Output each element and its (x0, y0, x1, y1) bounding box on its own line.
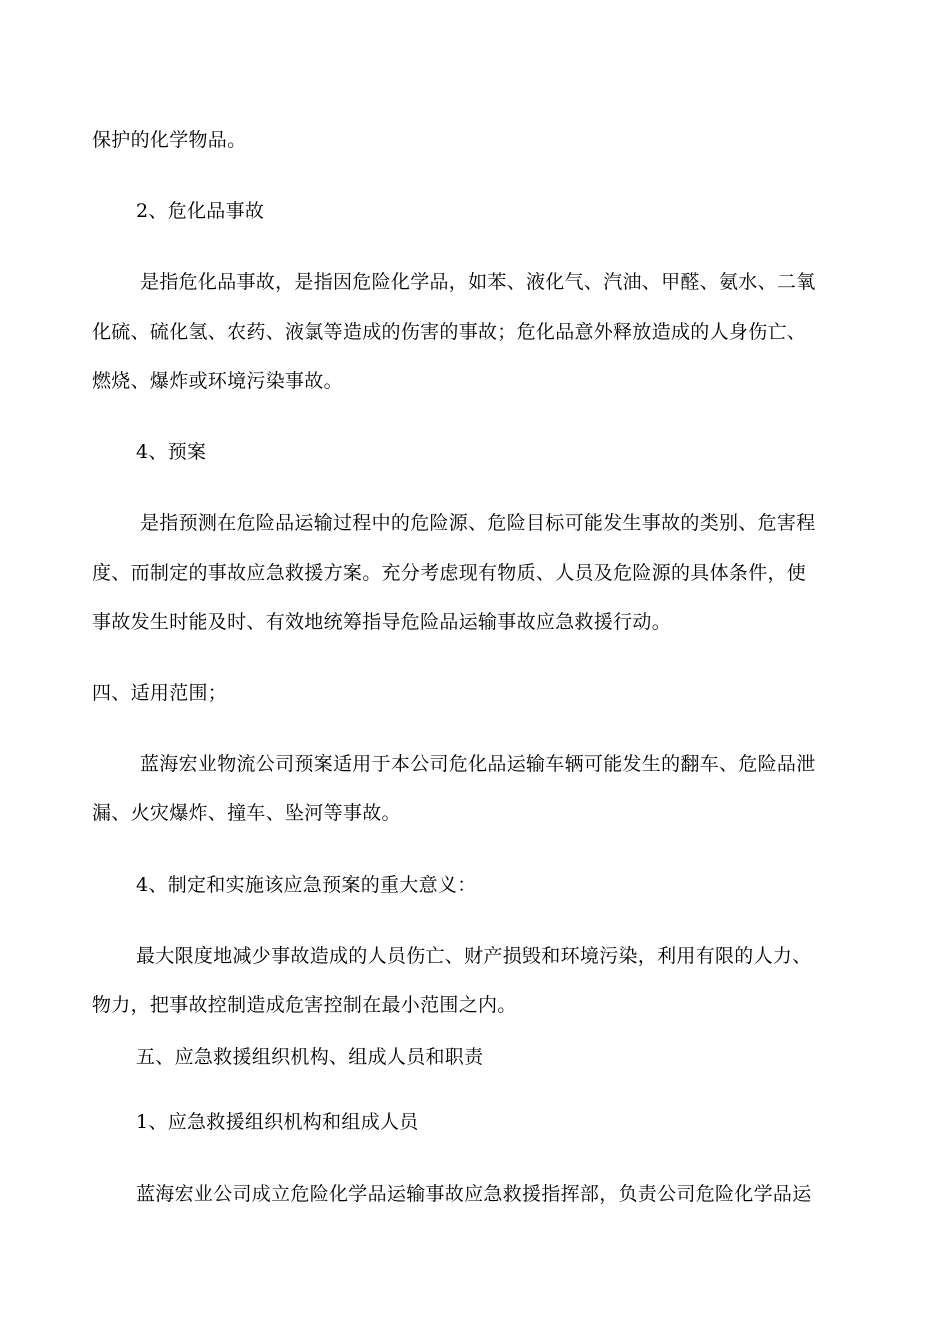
paragraph-line: 最大限度地减少事故造成的人员伤亡、财产损毁和环境污染，利用有限的人力、 (136, 945, 812, 967)
section-heading: 4、预案 (136, 441, 207, 463)
paragraph-line: 燃烧、爆炸或环境污染事故。 (92, 370, 343, 392)
section-heading: 2、危化品事故 (136, 200, 265, 222)
paragraph-line: 蓝海宏业公司成立危险化学品运输事故应急救援指挥部，负责公司危险化学品运 (136, 1183, 812, 1205)
paragraph-line: 保护的化学物品。 (92, 129, 247, 151)
paragraph-line: 物力，把事故控制造成危害控制在最小范围之内。 (92, 994, 517, 1016)
paragraph-line: 化硫、硫化氢、农药、液氯等造成的伤害的事故；危化品意外释放造成的人身伤亡、 (92, 321, 807, 343)
paragraph-line: 漏、火灾爆炸、撞车、坠河等事故。 (92, 802, 401, 824)
paragraph-line: 度、而制定的事故应急救援方案。充分考虑现有物质、人员及危险源的具体条件，使 (92, 562, 807, 584)
section-heading: 1、应急救援组织机构和组成人员 (136, 1111, 419, 1133)
paragraph-line: 事故发生时能及时、有效地统筹指导危险品运输事故应急救援行动。 (92, 611, 672, 633)
paragraph-line: 蓝海宏业物流公司预案适用于本公司危化品运输车辆可能发生的翻车、危险品泄 (140, 753, 816, 775)
section-heading: 4、制定和实施该应急预案的重大意义： (136, 874, 477, 896)
paragraph-line: 是指危化品事故，是指因危险化学品，如苯、液化气、汽油、甲醛、氨水、二氧 (140, 271, 816, 293)
section-heading: 四、适用范围； (92, 682, 228, 704)
section-heading: 五、应急救援组织机构、组成人员和职责 (136, 1046, 484, 1068)
paragraph-line: 是指预测在危险品运输过程中的危险源、危险目标可能发生事故的类别、危害程 (140, 512, 816, 534)
